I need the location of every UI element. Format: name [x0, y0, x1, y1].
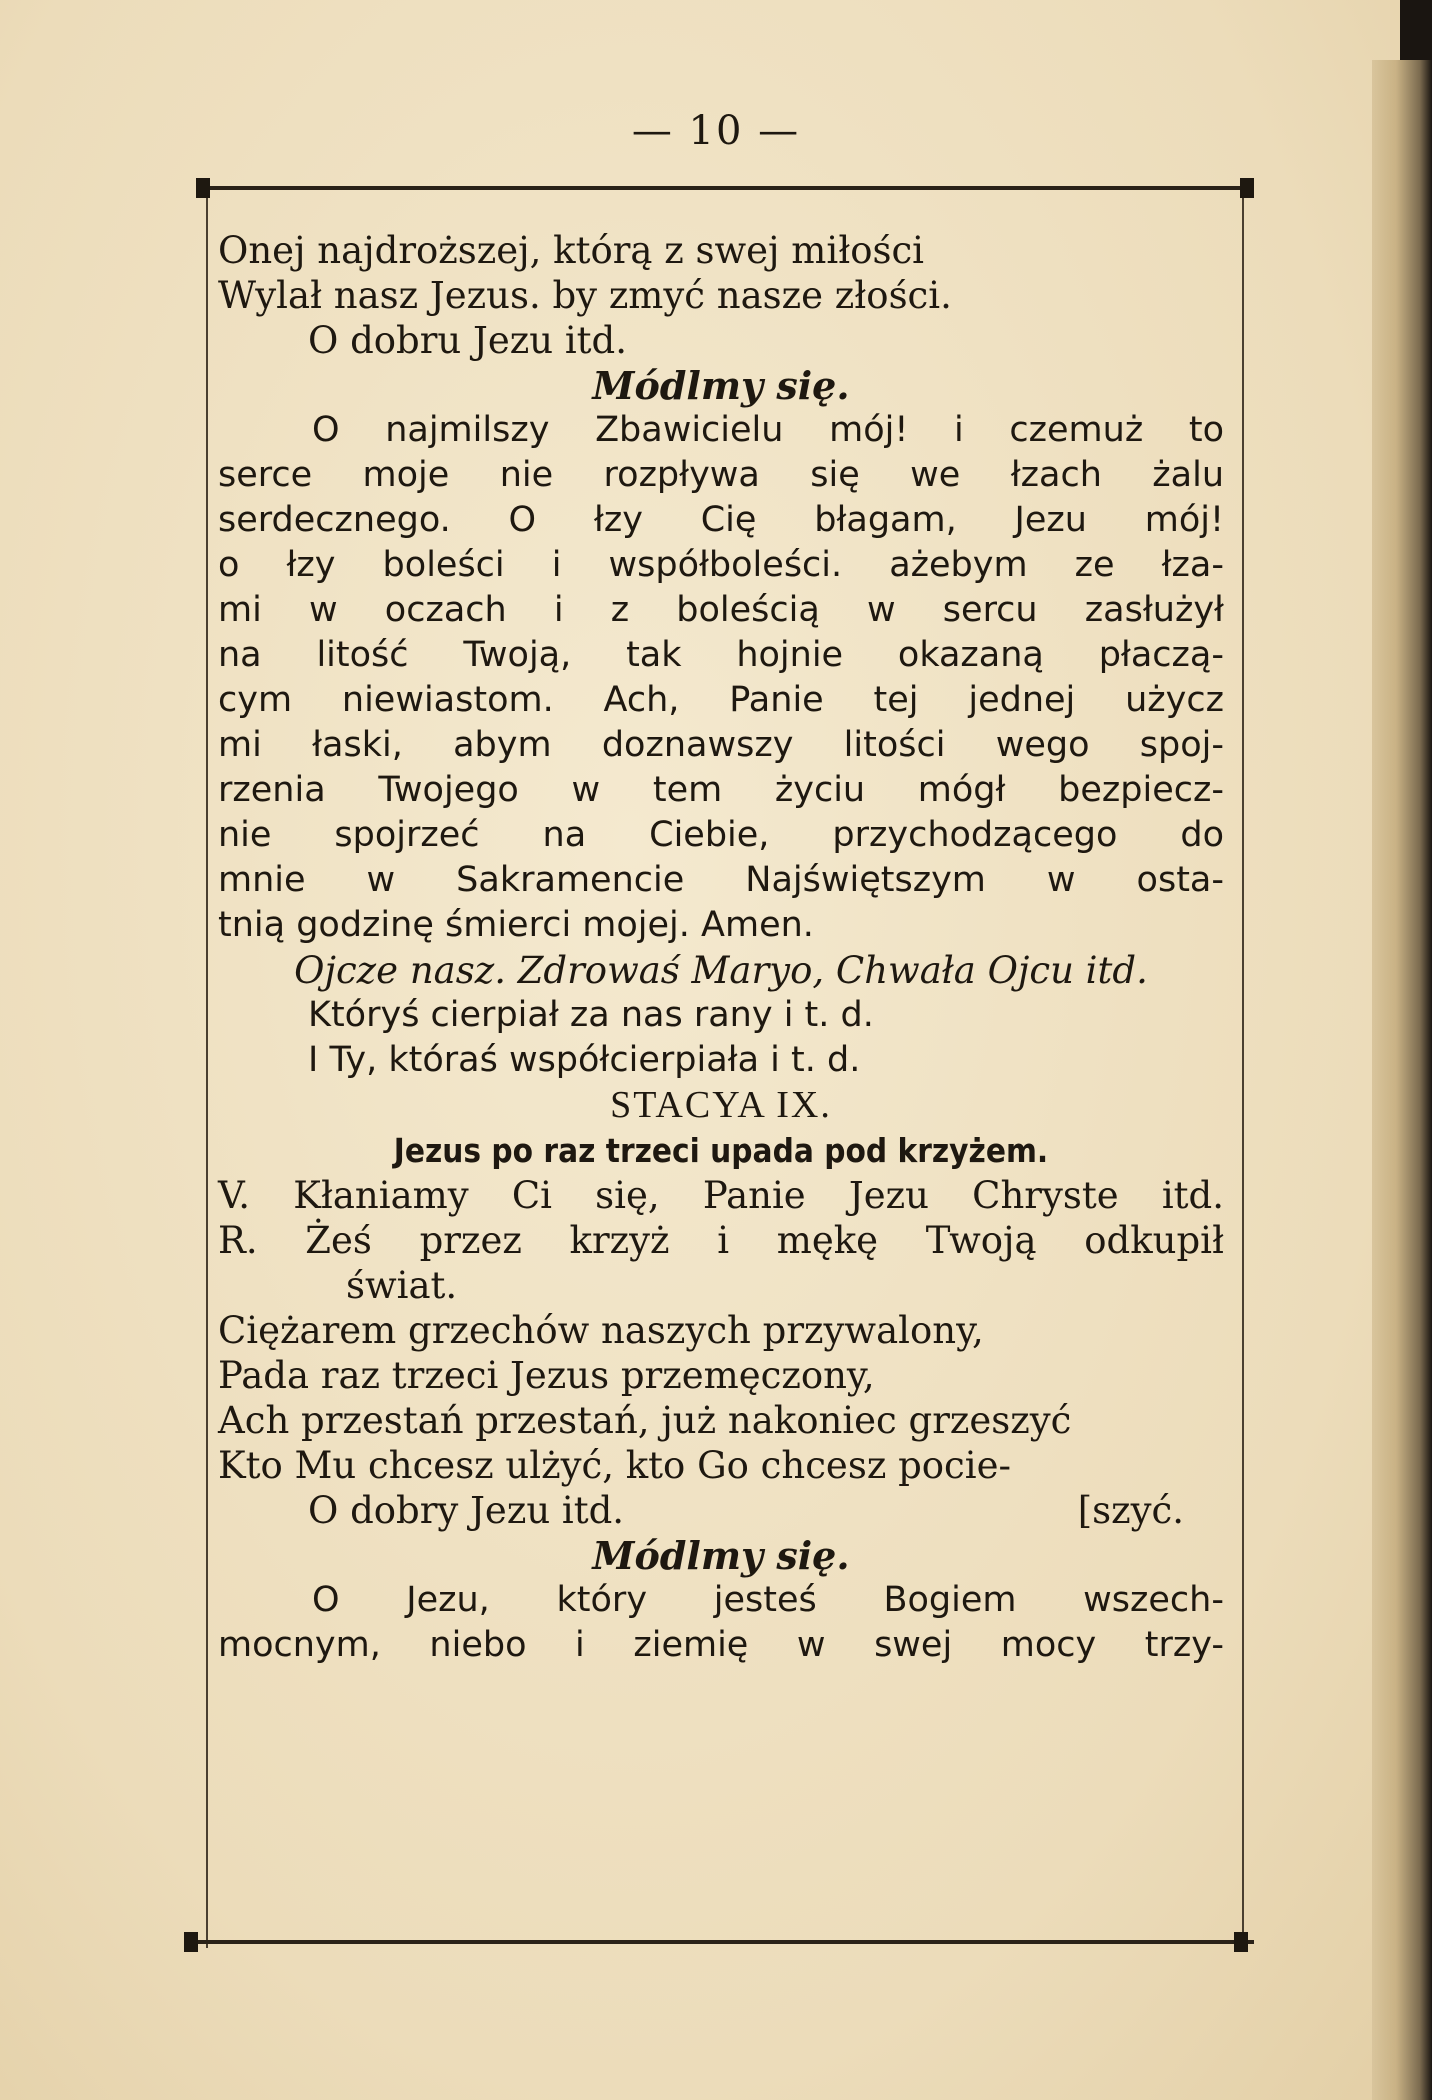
prayer-paragraph-1: [218, 408, 1224, 948]
hymn-stanza-1: [218, 228, 1224, 363]
response: R. Żeś przez krzyż i mękę Twoją odkupił: [218, 1219, 1224, 1262]
prayer-paragraph-2: [218, 1578, 1224, 1668]
prayer-line: serce moje nie rozpływa się we łzach żalu: [218, 455, 1224, 495]
versicle: V. Kłaniamy Ci się, Panie Jezu Chryste itd.: [218, 1174, 1224, 1217]
page-number: — 10 —: [631, 108, 801, 154]
verse-refrain-row: [218, 1488, 1224, 1533]
response-line: Któryś cierpiał za nas rany i t. d.: [308, 995, 874, 1035]
prayer-line: mi w oczach i z boleścią w sercu zasłużył: [218, 590, 1224, 630]
prayer-line: mocnym, niebo i ziemię w swej mocy trzy-: [218, 1625, 1224, 1665]
bottom-rule: [196, 1940, 1254, 1944]
prayer-line: cym niewiastom. Ach, Panie tej jednej użycz: [218, 680, 1224, 720]
corner-ornament-top-left: [196, 178, 210, 198]
prayer-line: mi łaski, abym doznawszy litości wego spoj-: [218, 725, 1224, 765]
book-spine: [1372, 60, 1432, 2100]
responses: [218, 993, 1224, 1083]
prayer-line: mnie w Sakramencie Najświętszym w osta-: [218, 860, 1224, 900]
station-subtitle: Jezus po raz trzeci upada pod krzyżem.: [393, 1131, 1049, 1170]
response-line: I Ty, któraś współcierpiała i t. d.: [308, 1040, 861, 1080]
verse-overflow: [szyć.: [1077, 1489, 1184, 1532]
prayer-line: O Jezu, który jesteś Bogiem wszech-: [312, 1580, 1224, 1620]
corner-ornament-bottom-left: [184, 1932, 198, 1952]
hymn-stanza-2: [218, 1308, 1224, 1533]
versicle-response: [218, 1173, 1224, 1308]
prayer-line: o łzy boleści i współboleści. ażebym ze łza-: [218, 545, 1224, 585]
station-title: STACYA IX.: [610, 1084, 832, 1126]
page-text: [218, 228, 1224, 1668]
verse-line: Pada raz trzeci Jezus przemęczony,: [218, 1354, 875, 1397]
prayer-line: na litość Twoją, tak hojnie okazaną płaczą-: [218, 635, 1224, 675]
prayer-line: tnią godzinę śmierci mojej. Amen.: [218, 905, 814, 945]
corner-ornament-bottom-right: [1234, 1932, 1248, 1952]
verse-line: Kto Mu chcesz ulżyć, kto Go chcesz pocie-: [218, 1444, 1011, 1487]
corner-ornament-top-right: [1240, 178, 1254, 198]
verse-line: Ciężarem grzechów naszych przywalony,: [218, 1309, 984, 1352]
prayer-line: nie spojrzeć na Ciebie, przychodzącego do: [218, 815, 1224, 855]
prayer-line: rzenia Twojego w tem życiu mógł bezpiecz-: [218, 770, 1224, 810]
verse-line: Onej najdroższej, którą z swej miłości: [218, 229, 925, 272]
top-rule: [196, 186, 1254, 190]
verse-refrain: O dobry Jezu itd.: [308, 1489, 625, 1532]
prayer-line: serdecznego. O łzy Cię błagam, Jezu mój!: [218, 500, 1224, 540]
prayer-line: O najmilszy Zbawicielu mój! i czemuż to: [312, 410, 1224, 450]
verse-refrain: O dobru Jezu itd.: [308, 319, 627, 362]
prayer-heading: Módlmy się.: [592, 363, 850, 408]
prayer-heading: Módlmy się.: [592, 1533, 850, 1578]
verse-line: Ach przestań przestań, już nakoniec grzeszyć: [218, 1399, 1072, 1442]
response-continuation: świat.: [346, 1264, 458, 1307]
verse-line: Wylał nasz Jezus. by zmyć nasze złości.: [218, 274, 952, 317]
prayers-list: Ojcze nasz. Zdrowaś Maryo, Chwała Ojcu itd.: [294, 949, 1148, 992]
